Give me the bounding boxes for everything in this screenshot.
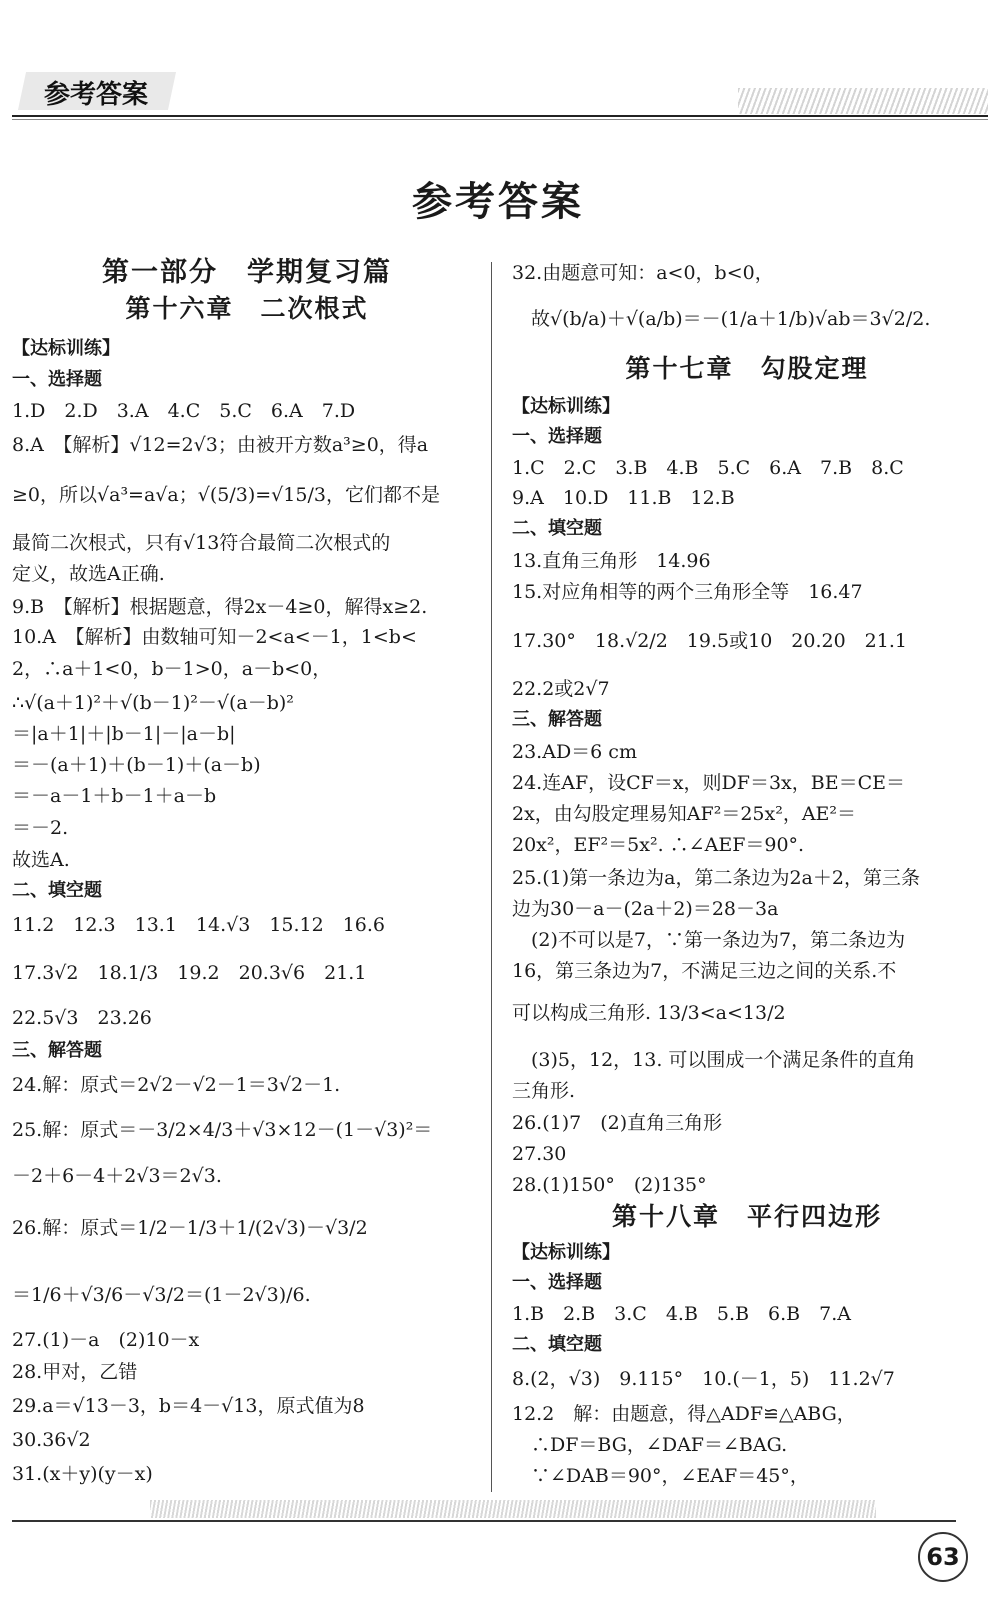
answer-line: ＝1/6＋√3/6－√3/2＝(1－2√3)/6. (12, 1284, 311, 1306)
page-title: 参考答案 (412, 179, 584, 225)
header-rule-thin (12, 119, 988, 120)
page-header (0, 0, 996, 125)
answer-line: 24.解：原式＝2√2－√2－1＝3√2－1. (12, 1074, 341, 1096)
answer-line: 16，第三条边为7，不满足三边之间的关系.不 (512, 960, 897, 982)
answer-line: 22.5√3 23.26 (12, 1007, 152, 1029)
answer-line: ＝|a＋1|＋|b－1|－|a－b| (12, 723, 236, 745)
answer-line: 10.A 【解析】由数轴可知－2<a<－1，1<b< (12, 626, 417, 648)
page-number: 63 (918, 1532, 968, 1582)
answer-line: 定义，故选A正确. (12, 563, 165, 585)
answer-line: 11.2 12.3 13.1 14.√3 15.12 16.6 (12, 914, 386, 936)
header-hatch-decoration (738, 88, 988, 114)
answer-line: 故选A. (12, 849, 70, 871)
answer-line: 9.B 【解析】根据题意，得2x－4≥0，解得x≥2. (12, 596, 428, 618)
answer-line: 1.D 2.D 3.A 4.C 5.C 6.A 7.D (12, 400, 356, 422)
answer-line: 26.解：原式＝1/2－1/3＋1/(2√3)－√3/2 (12, 1217, 368, 1239)
answer-line: ∵∠DAB＝90°，∠EAF＝45°， (512, 1465, 809, 1487)
answer-line: (3)5，12，13. 可以围成一个满足条件的直角 (512, 1049, 916, 1071)
answer-line: 27.30 (512, 1143, 567, 1165)
answer-line: 28.(1)150° (2)135° (512, 1174, 707, 1196)
answer-line: 三角形. (512, 1080, 576, 1102)
answer-line: 25.解：原式＝－3/2×4/3＋√3×12－(1－√3)²＝ (12, 1119, 433, 1141)
answer-line: 1.B 2.B 3.C 4.B 5.B 6.B 7.A (512, 1303, 851, 1325)
answer-line: 12.2 解：由题意，得△ADF≌△ABG， (512, 1403, 856, 1425)
answer-line: 可以构成三角形. 13/3<a<13/2 (512, 1002, 786, 1024)
subsection-heading: 【达标训练】 (512, 1242, 620, 1263)
header-tag-label: 参考答案 (44, 80, 149, 110)
subsection-heading: 三、解答题 (12, 1040, 102, 1061)
answer-line: 31.(x＋y)(y－x) (12, 1463, 153, 1485)
answer-line: 17.3√2 18.1/3 19.2 20.3√6 21.1 (12, 962, 367, 984)
answer-line: 30.36√2 (12, 1429, 91, 1451)
answer-line: ∴DF＝BG，∠DAF＝∠BAG. (512, 1434, 788, 1456)
answer-line: 13.直角三角形 14.96 (512, 550, 711, 572)
answer-line: ＝－(a＋1)＋(b－1)＋(a－b) (12, 754, 261, 776)
answer-line: 1.C 2.C 3.B 4.B 5.C 6.A 7.B 8.C (512, 457, 904, 479)
answer-line: 8.(2，√3) 9.115° 10.(－1，5) 11.2√7 (512, 1368, 895, 1390)
answer-line: 最简二次根式，只有√13符合最简二次根式的 (12, 532, 391, 554)
answer-line: ＝－a－1＋b－1＋a－b (12, 785, 217, 807)
footer-decoration (150, 1500, 876, 1518)
answer-line: 9.A 10.D 11.B 12.B (512, 487, 735, 509)
footer-rule (12, 1520, 956, 1522)
answer-line: ≥0，所以√a³=a√a；√(5/3)=√15/3，它们都不是 (12, 484, 440, 506)
subsection-heading: 一、选择题 (512, 1272, 602, 1293)
answer-line: 25.(1)第一条边为a，第二条边为2a＋2，第三条 (512, 867, 920, 889)
answer-line: 8.A 【解析】√12=2√3；由被开方数a³≥0，得a (12, 434, 429, 456)
answer-line: 边为30－a－(2a＋2)＝28－3a (512, 898, 779, 920)
answer-line: (2)不可以是7，∵第一条边为7，第二条边为 (512, 929, 906, 951)
subsection-heading: 二、填空题 (512, 518, 602, 539)
answer-line: ∴√(a＋1)²＋√(b－1)²－√(a－b)² (12, 692, 294, 714)
answer-line: 24.连AF，设CF＝x，则DF＝3x，BE＝CE＝ (512, 772, 906, 794)
answer-line: 27.(1)－a (2)10－x (12, 1329, 200, 1351)
subsection-heading: 一、选择题 (12, 369, 102, 390)
subsection-heading: 二、填空题 (12, 880, 102, 901)
subsection-heading: 三、解答题 (512, 709, 602, 730)
answer-line: ＝－2. (12, 817, 69, 839)
answer-line: 2x，由勾股定理易知AF²＝25x²，AE²＝ (512, 803, 857, 825)
answer-line: 15.对应角相等的两个三角形全等 16.47 (512, 581, 863, 603)
answer-line: 29.a＝√13－3，b＝4－√13，原式值为8 (12, 1395, 365, 1417)
answer-line: 32.由题意可知：a<0，b<0， (512, 262, 774, 284)
column-divider (491, 262, 492, 1492)
section-heading: 第十六章 二次根式 (125, 294, 369, 323)
answer-line: －2＋6－4＋2√3＝2√3. (12, 1165, 222, 1187)
answer-line: 26.(1)7 (2)直角三角形 (512, 1112, 723, 1134)
subsection-heading: 二、填空题 (512, 1334, 602, 1355)
answer-line: 17.30° 18.√2/2 19.5或10 20.20 21.1 (512, 630, 907, 652)
answer-line: 2，∴a＋1<0，b－1>0，a－b<0， (12, 658, 332, 680)
header-rule (12, 115, 988, 117)
answer-line: 故√(b/a)＋√(a/b)＝－(1/a＋1/b)√ab＝3√2/2. (512, 308, 931, 330)
section-heading: 第十八章 平行四边形 (611, 1202, 882, 1231)
subsection-heading: 【达标训练】 (512, 396, 620, 417)
subsection-heading: 【达标训练】 (12, 338, 120, 359)
section-heading: 第一部分 学期复习篇 (102, 257, 392, 288)
answer-line: 23.AD＝6 cm (512, 741, 637, 763)
answer-line: 20x²，EF²＝5x². ∴∠AEF＝90°. (512, 834, 805, 856)
section-heading: 第十七章 勾股定理 (625, 354, 869, 383)
subsection-heading: 一、选择题 (512, 426, 602, 447)
answer-line: 22.2或2√7 (512, 678, 610, 700)
answer-line: 28.甲对，乙错 (12, 1361, 138, 1383)
